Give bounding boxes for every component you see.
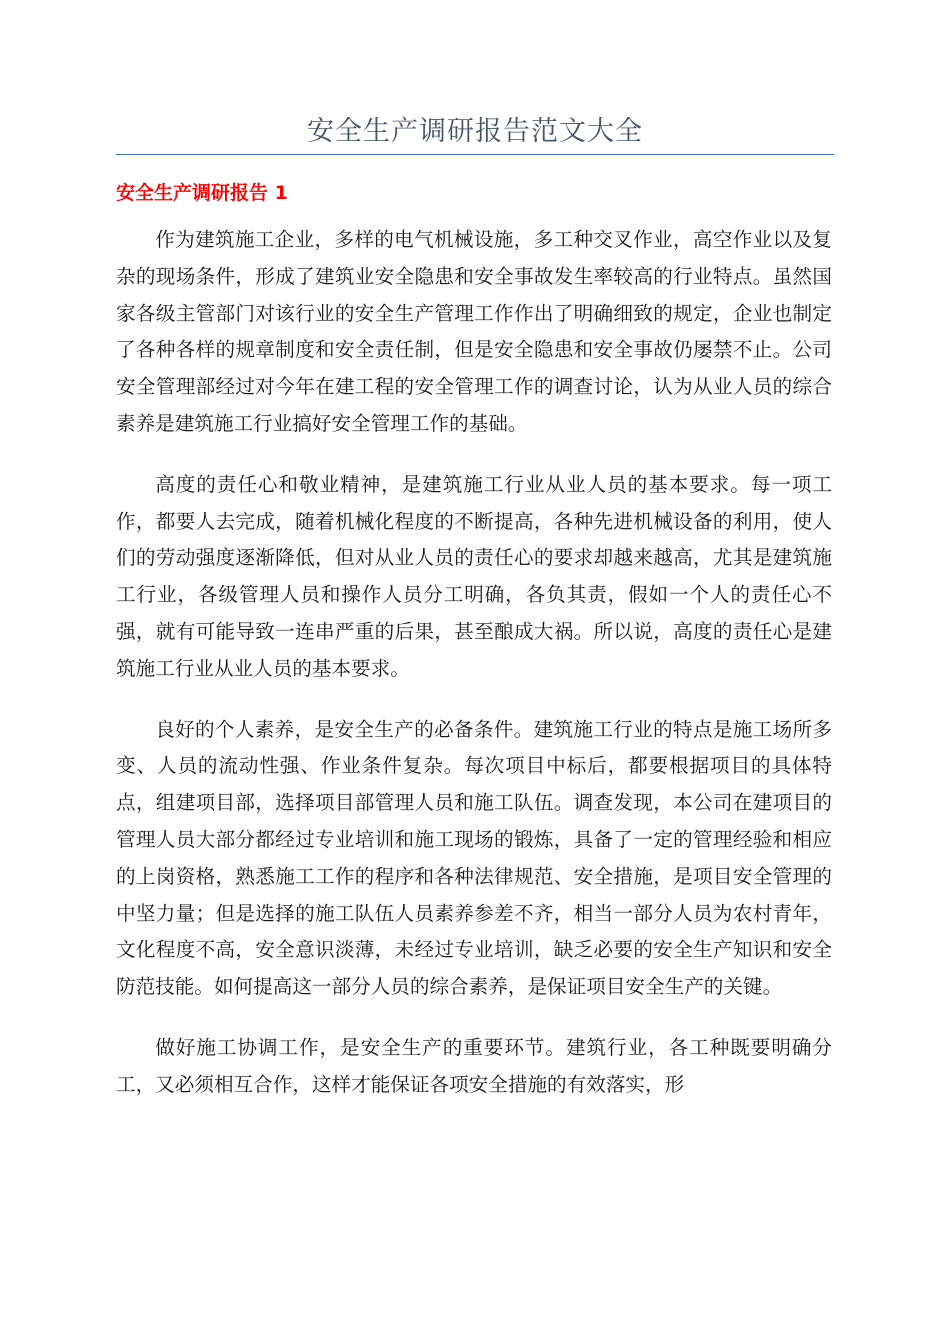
document-title: 安全生产调研报告范文大全 (307, 116, 643, 147)
body-paragraph: 高度的责任心和敬业精神，是建筑施工行业从业人员的基本要求。每一项工作，都要人去完成，随着机械化程度的不断提高，各种先进机械设备的利用，使人们的劳动强度逐渐降低，但对从业人员的责任心的要求却越来越高，尤其是建筑施工行业，各级管理人员和操作人员分工明确，各负其责，假如一个人的责任心不强，就有可能导致一连串严重的后果，甚至酿成大祸。所以说，高度的责任心是建筑施工行业从业人员的基本要求。 (116, 472, 832, 680)
document-body (116, 222, 832, 1128)
title-underline-rule (116, 154, 834, 155)
body-paragraph: 作为建筑施工企业，多样的电气机械设施，多工种交叉作业，高空作业以及复杂的现场条件，形成了建筑业安全隐患和安全事故发生率较高的行业特点。虽然国家各级主管部门对该行业的安全生产管理工作作出了明确细致的规定，企业也制定了各种各样的规章制度和安全责任制，但是安全隐患和安全事故仍屡禁不止。公司安全管理部经过对今年在建工程的安全管理工作的调查讨论，认为从业人员的综合素养是建筑施工行业搞好安全管理工作的基础。 (116, 228, 832, 435)
body-paragraph: 良好的个人素养，是安全生产的必备条件。建筑施工行业的特点是施工场所多变、人员的流动性强、作业条件复杂。每次项目中标后，都要根据项目的具体特点，组建项目部，选择项目部管理人员和施工队伍。调查发现，本公司在建项目的管理人员大部分都经过专业培训和施工现场的锻炼，具备了一定的管理经验和相应的上岗资格，熟悉施工工作的程序和各种法律规范、安全措施，是项目安全管理的中坚力量；但是选择的施工队伍人员素养参差不齐，相当一部分人员为农村青年，文化程度不高，安全意识淡薄，未经过专业培训，缺乏必要的安全生产知识和安全防范技能。如何提高这一部分人员的综合素养，是保证项目安全生产的关键。 (116, 717, 832, 999)
section-heading: 安全生产调研报告 1 (116, 182, 288, 204)
body-paragraph: 做好施工协调工作，是安全生产的重要环节。建筑行业，各工种既要明确分工，又必须相互合作，这样才能保证各项安全措施的有效落实，形 (116, 1035, 832, 1096)
